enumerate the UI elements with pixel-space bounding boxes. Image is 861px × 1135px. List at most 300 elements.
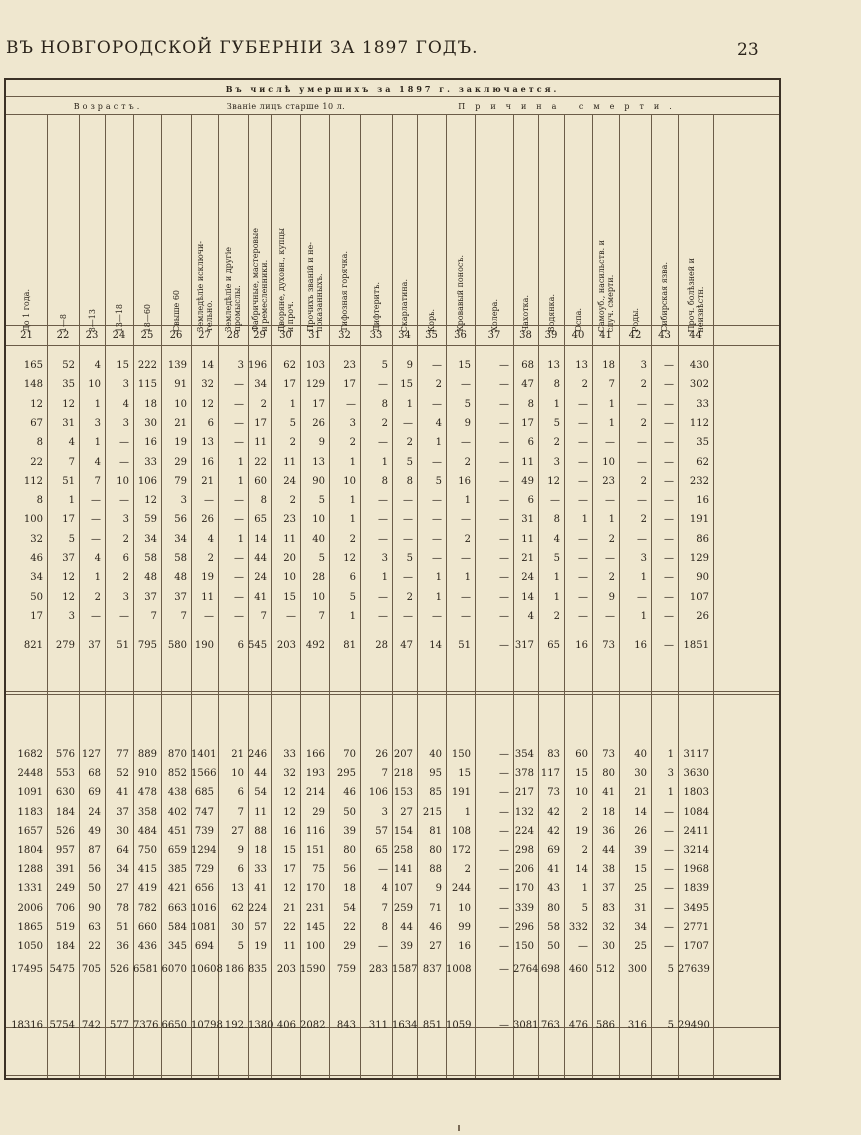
table-cell: 40 — [312, 533, 325, 545]
table-cell: 10 — [343, 475, 356, 487]
table-cell: 3 — [667, 768, 674, 780]
table-cell: 1 — [349, 610, 356, 622]
table-cell: 7 — [381, 902, 388, 914]
table-cell: 35 — [696, 437, 709, 449]
table-cell: 67 — [30, 417, 43, 429]
table-cell: — — [403, 610, 413, 622]
table-cell: — — [234, 495, 244, 507]
table-cell: — — [578, 553, 588, 564]
subtotal-cell: 545 — [248, 640, 268, 651]
table-cell: 14 — [254, 533, 267, 545]
table-cell: 1 — [464, 572, 471, 584]
page-number: 23 — [737, 40, 759, 60]
table-cell: 26 — [375, 749, 388, 760]
table-cell: — — [664, 806, 674, 818]
table-cell: 2 — [608, 533, 615, 545]
table-cell: 46 — [30, 553, 43, 564]
table-cell: 12 — [144, 495, 157, 507]
table-cell: 60 — [254, 475, 267, 487]
table-cell: 80 — [547, 902, 560, 914]
table-cell: 2 — [122, 572, 129, 584]
table-cell: 58 — [174, 553, 187, 564]
table-cell: 62 — [231, 902, 244, 914]
table-cell: 29 — [174, 456, 187, 468]
total-cell: 1587 — [392, 964, 418, 975]
table-cell: 295 — [336, 768, 356, 780]
table-cell: 108 — [451, 825, 471, 837]
table-cell: 436 — [137, 941, 157, 952]
total-cell: 526 — [109, 964, 129, 975]
table-cell: 706 — [55, 902, 75, 914]
total-cell: 316 — [627, 1020, 647, 1031]
total-cell: 577 — [109, 1020, 129, 1031]
table-cell: — — [664, 495, 674, 507]
table-cell: 19 — [201, 572, 214, 584]
table-cell: 2 — [640, 514, 647, 526]
table-cell: 5 — [406, 456, 413, 468]
table-cell: — — [234, 553, 244, 564]
total-cell: 203 — [276, 964, 296, 975]
table-cell: 378 — [514, 768, 534, 780]
table-cell: 478 — [137, 787, 157, 799]
table-cell: 23 — [343, 360, 356, 371]
column-header — [446, 200, 475, 332]
table-cell: 3117 — [683, 749, 709, 760]
table-cell: 1 — [667, 787, 674, 799]
table-cell: 75 — [312, 864, 325, 876]
table-cell: — — [578, 610, 588, 622]
subtotal-cell: 203 — [276, 640, 296, 651]
table-cell: 64 — [116, 845, 129, 856]
table-cell: 438 — [167, 787, 187, 799]
table-cell: 106 — [368, 787, 388, 799]
table-cell: 50 — [88, 883, 101, 895]
table-cell: 46 — [343, 787, 356, 799]
table-cell: 37 — [144, 591, 157, 603]
column-header-label: Скарлатина. — [400, 278, 409, 332]
table-cell: 1401 — [191, 749, 217, 760]
table-cell: — — [432, 398, 442, 410]
group-age: Возрастъ. — [73, 102, 143, 111]
table-cell: 870 — [167, 749, 187, 760]
table-cell: 7 — [318, 610, 325, 622]
table-cell: 5 — [237, 941, 244, 952]
table-cell: 77 — [116, 749, 129, 760]
table-cell: 9 — [608, 591, 615, 603]
column-number: 42 — [628, 330, 642, 341]
table-cell: 2 — [349, 533, 356, 545]
column-number: 27 — [198, 330, 211, 341]
table-cell: 519 — [55, 921, 75, 933]
table-cell: 46 — [429, 921, 442, 933]
table-cell: 206 — [514, 864, 534, 876]
table-cell: 17 — [254, 417, 267, 429]
table-cell: 2 — [122, 533, 129, 545]
table-cell: 1016 — [191, 902, 217, 914]
table-cell: 2 — [464, 456, 471, 468]
table-cell: 150 — [514, 941, 534, 952]
table-cell: 13 — [201, 437, 214, 449]
total-cell: 17495 — [11, 964, 43, 975]
column-header — [133, 200, 161, 332]
table-cell: — — [664, 417, 674, 429]
table-cell: 44 — [254, 553, 267, 564]
table-cell: 14 — [201, 360, 214, 371]
table-cell: — — [605, 495, 615, 507]
table-cell: 10 — [602, 456, 615, 468]
table-cell: 184 — [55, 806, 75, 818]
table-cell: 21 — [521, 553, 534, 564]
table-cell: 4 — [94, 456, 101, 468]
subtotal-cell: 51 — [458, 640, 471, 651]
table-cell: 910 — [137, 768, 157, 780]
table-cell: 8 — [36, 437, 43, 449]
table-cell: 1288 — [17, 864, 43, 876]
group-causes: Причина смерти. — [458, 102, 682, 111]
table-cell: 116 — [305, 825, 325, 837]
table-cell: 26 — [634, 825, 647, 837]
table-cell: 73 — [547, 787, 560, 799]
table-cell: 44 — [254, 768, 267, 780]
table-cell: 100 — [23, 514, 43, 526]
table-cell: — — [664, 533, 674, 545]
table-cell: 3 — [349, 417, 356, 429]
table-cell: 1183 — [17, 806, 43, 818]
table-cell: 154 — [393, 825, 413, 837]
table-cell: 7 — [608, 379, 615, 391]
table-cell: 2006 — [17, 902, 43, 914]
table-cell: — — [637, 456, 647, 468]
table-cell: — — [403, 572, 413, 584]
table-cell: 48 — [144, 572, 157, 584]
table-cell: 11 — [283, 533, 296, 545]
table-cell: 6 — [237, 787, 244, 799]
table-cell: 1 — [349, 495, 356, 507]
table-cell: 10 — [88, 379, 101, 391]
table-cell: 2 — [349, 437, 356, 449]
table-cell: 2 — [581, 806, 588, 818]
table-cell: 16 — [201, 456, 214, 468]
table-cell: 7 — [381, 768, 388, 780]
table-cell: 166 — [305, 749, 325, 760]
table-cell: 1331 — [17, 883, 43, 895]
table-cell: 663 — [167, 902, 187, 914]
total-cell: 6581 — [133, 964, 159, 975]
table-cell: 5 — [553, 553, 560, 564]
table-cell: 62 — [283, 360, 296, 371]
table-cell: 2 — [207, 553, 214, 564]
table-cell: 2411 — [683, 825, 709, 837]
table-cell: — — [234, 379, 244, 391]
table-cell: 5 — [464, 398, 471, 410]
table-cell: 107 — [393, 883, 413, 895]
table-cell: 4 — [527, 610, 534, 622]
table-cell: 6 — [207, 417, 214, 429]
total-cell: 705 — [81, 964, 101, 975]
table-cell: 18 — [144, 398, 157, 410]
table-cell: 332 — [568, 921, 588, 933]
table-cell: 83 — [602, 902, 615, 914]
table-cell: 5 — [406, 553, 413, 564]
subtotal-cell: 51 — [116, 640, 129, 651]
table-cell: 298 — [514, 845, 534, 856]
subtotal-cell: 492 — [305, 640, 325, 651]
table-cell: 8 — [381, 921, 388, 933]
total-cell: — — [499, 964, 509, 975]
table-cell: 4 — [381, 883, 388, 895]
table-cell: — — [605, 437, 615, 449]
total-cell: 29490 — [678, 1020, 710, 1031]
table-cell: 107 — [689, 591, 709, 603]
table-cell: 151 — [305, 845, 325, 856]
table-cell: — — [204, 610, 214, 622]
column-header-label: Самоуб., насильств. и случ. смерти. — [596, 239, 615, 332]
table-cell: 5 — [318, 553, 325, 564]
table-cell: — — [234, 417, 244, 429]
column-header — [392, 200, 417, 332]
table-cell: — — [119, 437, 129, 449]
table-cell: 145 — [305, 921, 325, 933]
table-cell: 32 — [283, 768, 296, 780]
table-cell: 8 — [553, 379, 560, 391]
table-cell: 1 — [237, 533, 244, 545]
column-number: 39 — [544, 330, 558, 341]
table-cell: 17 — [62, 514, 75, 526]
column-header-label: Фабричные, мастеровые и ремесленники. — [250, 228, 269, 332]
table-cell: 129 — [689, 553, 709, 564]
table-cell: 83 — [547, 749, 560, 760]
column-header — [248, 200, 271, 332]
table-cell: 21 — [174, 417, 187, 429]
table-cell: — — [664, 475, 674, 487]
subtotal-cell: 14 — [429, 640, 442, 651]
table-cell: 1 — [608, 417, 615, 429]
column-header — [592, 200, 619, 332]
total-cell: — — [499, 1020, 509, 1031]
subtotal-cell: 6 — [237, 640, 244, 651]
table-cell: 65 — [254, 514, 267, 526]
table-cell: 1682 — [17, 749, 43, 760]
table-cell: 40 — [634, 749, 647, 760]
table-cell: 385 — [167, 864, 187, 876]
table-cell: 584 — [167, 921, 187, 933]
table-cell: 660 — [137, 921, 157, 933]
table-cell: 27 — [231, 825, 244, 837]
table-cell: 3 — [68, 610, 75, 622]
table-cell: — — [499, 902, 509, 914]
table-cell: — — [432, 610, 442, 622]
table-cell: 32 — [30, 533, 43, 545]
column-header-label: Земледѣліе и другіе промыслы. — [224, 247, 242, 332]
table-cell: 50 — [30, 591, 43, 603]
table-cell: 750 — [137, 845, 157, 856]
table-cell: 34 — [144, 533, 157, 545]
table-cell: 73 — [602, 749, 615, 760]
table-cell: 165 — [23, 360, 43, 371]
table-cell: 41 — [116, 787, 129, 799]
column-number: 44 — [689, 330, 702, 341]
table-cell: — — [499, 533, 509, 545]
table-cell: — — [637, 398, 647, 410]
table-cell: 29 — [343, 941, 356, 952]
table-cell: 52 — [116, 768, 129, 780]
table-cell: 68 — [521, 360, 534, 371]
total-cell: 835 — [248, 964, 268, 975]
table-cell: 15 — [283, 591, 296, 603]
subtotal-cell: 16 — [634, 640, 647, 651]
column-header-label: Дифтеритъ. — [371, 282, 381, 332]
table-cell: 3 — [180, 495, 187, 507]
table-cell: — — [378, 864, 388, 876]
table-cell: 30 — [144, 417, 157, 429]
subtotal-cell: 190 — [194, 640, 214, 651]
table-cell: 1294 — [191, 845, 217, 856]
table-cell: 78 — [116, 902, 129, 914]
table-cell: 7 — [180, 610, 187, 622]
table-cell: 39 — [400, 941, 413, 952]
table-cell: 106 — [137, 475, 157, 487]
table-cell: 15 — [458, 360, 471, 371]
table-cell: 18 — [602, 806, 615, 818]
table-cell: — — [378, 591, 388, 603]
table-cell: — — [499, 417, 509, 429]
table-cell: 1803 — [683, 787, 709, 799]
table-cell: — — [664, 437, 674, 449]
total-cell: 5754 — [49, 1020, 75, 1031]
table-cell: 5 — [581, 902, 588, 914]
table-cell: 33 — [144, 456, 157, 468]
total-cell: 763 — [540, 1020, 560, 1031]
column-number: 37 — [487, 330, 501, 341]
table-cell: — — [499, 825, 509, 837]
subtotal-cell: 279 — [55, 640, 75, 651]
column-header-label: 13—18 — [114, 303, 124, 332]
table-cell: 99 — [458, 921, 471, 933]
table-cell: 747 — [194, 806, 214, 818]
column-header — [79, 200, 105, 332]
table-cell: 24 — [254, 572, 267, 584]
table-cell: — — [499, 398, 509, 410]
table-cell: 1 — [640, 572, 647, 584]
table-cell: 90 — [312, 475, 325, 487]
table-cell: 127 — [81, 749, 101, 760]
table-cell: — — [664, 883, 674, 895]
table-cell: 6 — [349, 572, 356, 584]
column-number: 29 — [253, 330, 266, 341]
table-cell: 2 — [581, 379, 588, 391]
table-cell: 69 — [88, 787, 101, 799]
total-cell: 6650 — [161, 1020, 187, 1031]
table-cell: 41 — [254, 591, 267, 603]
table-cell: 5 — [435, 475, 442, 487]
table-cell: — — [664, 902, 674, 914]
table-cell: 88 — [429, 864, 442, 876]
table-cell: 11 — [283, 941, 296, 952]
table-cell: 34 — [634, 921, 647, 933]
table-cell: 80 — [602, 768, 615, 780]
table-cell: 100 — [305, 941, 325, 952]
column-number: 21 — [20, 330, 33, 341]
table-cell: 65 — [375, 845, 388, 856]
column-header-label: Холера. — [489, 299, 499, 332]
table-cell: — — [234, 398, 244, 410]
table-cell: 3 — [381, 553, 388, 564]
table-cell: 71 — [429, 902, 442, 914]
rule-v — [713, 114, 714, 1078]
column-header — [678, 200, 713, 332]
table-cell: 37 — [174, 591, 187, 603]
table-cell: 38 — [602, 864, 615, 876]
table-cell: 3 — [640, 553, 647, 564]
table-cell: 339 — [514, 902, 534, 914]
table-cell: 10 — [231, 768, 244, 780]
table-cell: 659 — [167, 845, 187, 856]
table-cell: 1 — [435, 591, 442, 603]
table-cell: 88 — [254, 825, 267, 837]
table-cell: — — [432, 533, 442, 545]
column-header-label: Корь. — [427, 308, 436, 332]
column-header-label: Роды. — [630, 307, 640, 332]
table-cell: 87 — [88, 845, 101, 856]
table-cell: 1 — [349, 456, 356, 468]
table-cell: 18 — [602, 360, 615, 371]
table-cell: 19 — [575, 825, 588, 837]
table-cell: 12 — [30, 398, 43, 410]
table-cell: 3 — [94, 417, 101, 429]
table-cell: 39 — [343, 825, 356, 837]
group-rank: Званіе лицъ старше 10 л. — [226, 102, 346, 111]
table-cell: — — [637, 437, 647, 449]
table-cell: — — [234, 572, 244, 584]
table-cell: 47 — [521, 379, 534, 391]
table-cell: 17 — [312, 398, 325, 410]
column-header — [475, 200, 513, 332]
table-cell: 170 — [305, 883, 325, 895]
table-cell: 2 — [553, 437, 560, 449]
total-cell: 311 — [368, 1020, 388, 1031]
table-cell: 11 — [201, 591, 214, 603]
table-cell: 1968 — [683, 864, 709, 876]
table-cell: 54 — [254, 787, 267, 799]
table-cell: 30 — [231, 921, 244, 933]
column-header-label: Чахотка. — [521, 294, 530, 332]
table-cell: 224 — [248, 902, 268, 914]
table-cell: 10 — [312, 591, 325, 603]
table-cell: 4 — [68, 437, 75, 449]
table-cell: — — [578, 417, 588, 429]
total-cell: 759 — [336, 964, 356, 975]
table-cell: 9 — [464, 417, 471, 429]
table-cell: 33 — [283, 749, 296, 760]
table-cell: — — [499, 379, 509, 391]
column-header — [513, 200, 538, 332]
table-cell: — — [499, 845, 509, 856]
table-cell: 1804 — [17, 845, 43, 856]
column-header-label: Кровавый поносъ. — [456, 255, 465, 332]
table-cell: 8 — [553, 514, 560, 526]
total-cell: 837 — [422, 964, 442, 975]
table-cell: — — [499, 591, 509, 603]
column-number: 41 — [599, 330, 612, 341]
column-number: 22 — [56, 330, 70, 341]
total-cell: 27639 — [678, 964, 710, 975]
column-header-label: Земледѣліе исключи- тельно. — [195, 241, 214, 332]
table-cell: 5 — [553, 417, 560, 429]
table-cell: 132 — [514, 806, 534, 818]
column-header — [6, 200, 47, 332]
table-cell: 33 — [696, 398, 709, 410]
table-cell: — — [664, 456, 674, 468]
